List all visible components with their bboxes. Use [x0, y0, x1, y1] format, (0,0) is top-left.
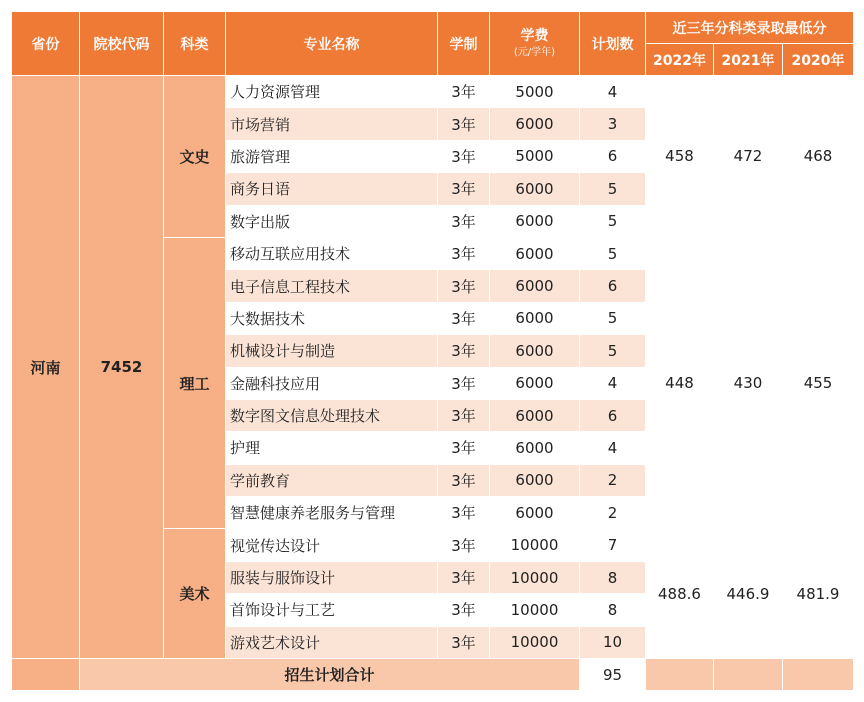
duration-cell: 3年 [438, 626, 490, 658]
duration-cell: 3年 [438, 270, 490, 302]
plan-cell: 4 [580, 76, 646, 108]
plan-cell: 6 [580, 399, 646, 431]
duration-cell: 3年 [438, 302, 490, 334]
tuition-cell: 10000 [490, 561, 580, 593]
score-cell: 458 [646, 76, 714, 238]
plan-cell: 3 [580, 108, 646, 140]
plan-cell: 2 [580, 497, 646, 529]
tuition-cell: 6000 [490, 270, 580, 302]
category-cell: 美术 [164, 529, 226, 659]
duration-cell: 3年 [438, 237, 490, 269]
tuition-cell: 5000 [490, 76, 580, 108]
total-empty-cell [783, 659, 854, 691]
plan-cell: 4 [580, 432, 646, 464]
major-cell: 首饰设计与工艺 [226, 594, 438, 626]
header-major: 专业名称 [226, 12, 438, 76]
score-cell: 446.9 [714, 529, 783, 659]
duration-cell: 3年 [438, 464, 490, 496]
major-cell: 移动互联应用技术 [226, 237, 438, 269]
category-cell: 理工 [164, 237, 226, 529]
duration-cell: 3年 [438, 594, 490, 626]
total-value: 95 [580, 659, 646, 691]
plan-cell: 8 [580, 561, 646, 593]
table-body [12, 76, 854, 659]
score-cell: 430 [714, 237, 783, 529]
major-cell: 服装与服饰设计 [226, 561, 438, 593]
header-year-2021: 2021年 [714, 44, 783, 76]
tuition-cell: 10000 [490, 529, 580, 561]
plan-cell: 5 [580, 302, 646, 334]
duration-cell: 3年 [438, 432, 490, 464]
header-tuition-unit: (元/学年) [513, 47, 556, 58]
plan-cell: 7 [580, 529, 646, 561]
duration-cell: 3年 [438, 399, 490, 431]
header-tuition-label: 学费 [520, 28, 549, 44]
header-tuition [490, 12, 580, 76]
tuition-cell: 6000 [490, 399, 580, 431]
score-cell: 448 [646, 237, 714, 529]
major-cell: 视觉传达设计 [226, 529, 438, 561]
tuition-cell: 6000 [490, 205, 580, 237]
header-scores-group: 近三年分科类录取最低分 [646, 12, 854, 44]
major-cell: 电子信息工程技术 [226, 270, 438, 302]
duration-cell: 3年 [438, 529, 490, 561]
major-cell: 金融科技应用 [226, 367, 438, 399]
duration-cell: 3年 [438, 335, 490, 367]
tuition-cell: 6000 [490, 237, 580, 269]
duration-cell: 3年 [438, 561, 490, 593]
major-cell: 护理 [226, 432, 438, 464]
score-cell: 472 [714, 76, 783, 238]
header-duration: 学制 [438, 12, 490, 76]
duration-cell: 3年 [438, 367, 490, 399]
plan-cell: 6 [580, 270, 646, 302]
tuition-cell: 6000 [490, 497, 580, 529]
duration-cell: 3年 [438, 205, 490, 237]
duration-cell: 3年 [438, 76, 490, 108]
major-cell: 游戏艺术设计 [226, 626, 438, 658]
header-category: 科类 [164, 12, 226, 76]
major-cell: 旅游管理 [226, 140, 438, 172]
plan-cell: 5 [580, 335, 646, 367]
tuition-cell: 6000 [490, 173, 580, 205]
major-cell: 数字出版 [226, 205, 438, 237]
plan-cell: 10 [580, 626, 646, 658]
total-province-cell [12, 659, 80, 691]
tuition-cell: 6000 [490, 335, 580, 367]
table-row [12, 76, 854, 108]
plan-cell: 5 [580, 237, 646, 269]
header-year-2020: 2020年 [783, 44, 854, 76]
header-school-code: 院校代码 [80, 12, 164, 76]
plan-cell: 5 [580, 205, 646, 237]
category-cell: 文史 [164, 76, 226, 238]
tuition-cell: 5000 [490, 140, 580, 172]
province-cell: 河南 [12, 76, 80, 659]
total-label: 招生计划合计 [80, 659, 580, 691]
score-cell: 468 [783, 76, 854, 238]
duration-cell: 3年 [438, 173, 490, 205]
header-province: 省份 [12, 12, 80, 76]
tuition-cell: 6000 [490, 464, 580, 496]
major-cell: 智慧健康养老服务与管理 [226, 497, 438, 529]
major-cell: 商务日语 [226, 173, 438, 205]
score-cell: 481.9 [783, 529, 854, 659]
school-code-cell: 7452 [80, 76, 164, 659]
header-plan: 计划数 [580, 12, 646, 76]
major-cell: 机械设计与制造 [226, 335, 438, 367]
plan-cell: 6 [580, 140, 646, 172]
total-empty-cell [714, 659, 783, 691]
plan-cell: 4 [580, 367, 646, 399]
table-header [12, 12, 854, 76]
tuition-cell: 6000 [490, 432, 580, 464]
major-cell: 数字图文信息处理技术 [226, 399, 438, 431]
score-cell: 455 [783, 237, 854, 529]
tuition-cell: 6000 [490, 302, 580, 334]
tuition-cell: 6000 [490, 367, 580, 399]
major-cell: 大数据技术 [226, 302, 438, 334]
plan-cell: 8 [580, 594, 646, 626]
header-year-2022: 2022年 [646, 44, 714, 76]
tuition-cell: 6000 [490, 108, 580, 140]
duration-cell: 3年 [438, 108, 490, 140]
admission-plan-table [11, 11, 854, 691]
plan-cell: 5 [580, 173, 646, 205]
duration-cell: 3年 [438, 497, 490, 529]
total-empty-cell [646, 659, 714, 691]
table-footer [12, 659, 854, 691]
tuition-cell: 10000 [490, 594, 580, 626]
plan-cell: 2 [580, 464, 646, 496]
tuition-cell: 10000 [490, 626, 580, 658]
duration-cell: 3年 [438, 140, 490, 172]
major-cell: 人力资源管理 [226, 76, 438, 108]
score-cell: 488.6 [646, 529, 714, 659]
major-cell: 市场营销 [226, 108, 438, 140]
major-cell: 学前教育 [226, 464, 438, 496]
